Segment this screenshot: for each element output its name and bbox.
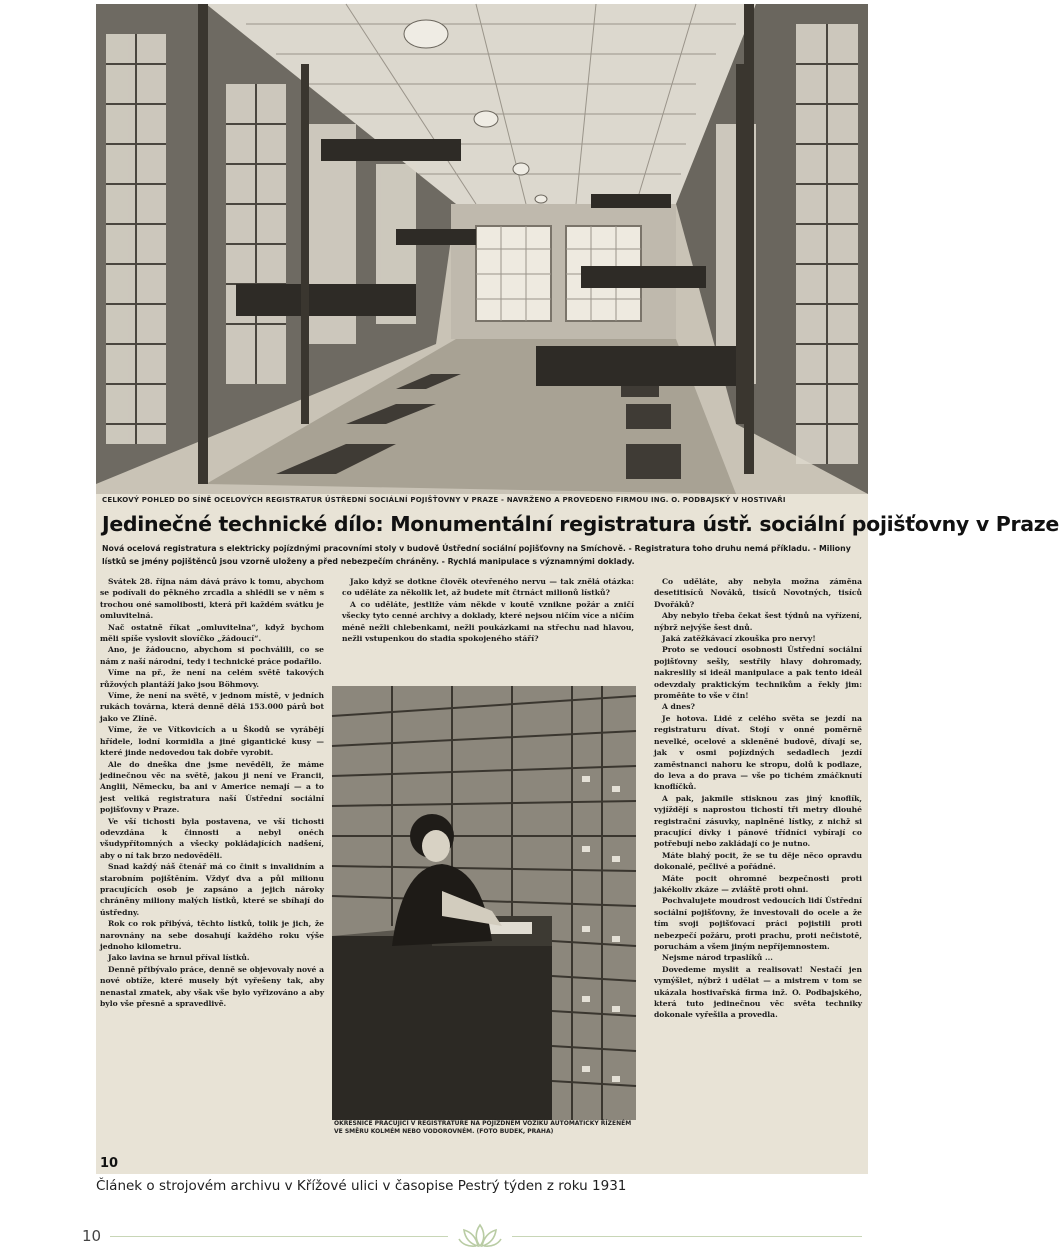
scanned-magazine-page [96, 4, 1059, 1174]
paragraph: A dnes? [662, 702, 695, 712]
paragraph: Ano, je žádoucno, abychom si pochválili, co se nám z naší národní, tedy i technické práce podařilo. [100, 645, 324, 666]
paragraph: Ale do dneška dne jsme nevěděli, že máme jedinečnou věc na světě, jakou ji není ve Francii, Anglii, Německu, ba ani v Americe nemají — a to jest veliká registratura naší Ústřední sociální pojišťovny v Praze. [100, 759, 324, 815]
lotus-icon [458, 1222, 502, 1248]
paragraph: A co uděláte, jestliže vám někde v koutě vznikne požár a zničí všecky tyto cenné archivy a doklady, které nejsou ničím více a ničím méně nežli chlebenkami, nežli poukázkami na střechu nad hlavou, nežli vstupenkou do stadia spokojeného stáří? [342, 599, 634, 644]
registry-hall-photo [96, 4, 868, 494]
clerk-at-cabinets-photo [332, 686, 636, 1120]
article-column-1 [100, 576, 324, 1156]
scan-page-number: 10 [100, 1156, 119, 1171]
article-headline: Jedinečné technické dílo: Monumentální registratura ústř. sociální pojišťovny v Praze [102, 512, 1059, 536]
footer-divider-right [512, 1236, 862, 1237]
paragraph: Nejsme národ trpaslíků ... [662, 953, 773, 963]
paragraph: Co uděláte, aby nebyla možna záměna desetitisíců Nováků, tisíců Novotných, tisíců Dvořáků? [654, 577, 862, 609]
footer-divider-left [110, 1236, 448, 1237]
paragraph: Jaká zatěžkávací zkouška pro nervy! [662, 634, 816, 644]
paragraph: Proto se vedoucí osobnosti Ústřední sociální pojišťovny sešly, sestřily hlavy dohromady, nakreslily si ideál manipulace a pak tento ideál odevzdaly praktickým technikům a řekly jim: proměňte to vše v čin! [654, 645, 862, 701]
paragraph: Rok co rok přibývá, těchto lístků, tolik je jich, že narovnány na sebe dosahují každého roku výše jednoho kilometru. [100, 919, 324, 951]
paragraph: Denně přibývalo práce, denně se objevovaly nové a nové obtíže, které musely být vyřešeny tak, aby nenastal zmatek, aby však vše bylo vyřizováno a aby bylo vše přesně a spravedlivě. [100, 964, 324, 1009]
figure-caption: Článek o strojovém archivu v Křížové ulici v časopise Pestrý týden z roku 1931 [96, 1178, 627, 1194]
paragraph: Nač ostatně říkat „omluvitelna“, když bychom měli spíše vyslovit slovíčko „žádoucí“. [100, 622, 324, 644]
paragraph: Víme, že není na světě, v jednom místě, v jedních rukách továrna, která denně dělá 153.000 párů bot jako ve Zlíně. [100, 691, 324, 723]
paragraph: Víme, že ve Vítkovicích a u Škodů se vyrábějí hřídele, lodní kormidla a jiné gigantické kusy — které jinde nedovedou tak dobře vyrobit. [100, 725, 324, 758]
paragraph: Dovedeme myslit a realisovat! Nestačí jen vymýšlet, nýbrž i udělat — a mistrem v tom se ukázala hostivařská firma inž. O. Podbajského, která tuto jedinečnou věc světa techniky dokonale vyřešila a provedla. [654, 964, 862, 1020]
paragraph: Jako lavina se hrnul příval lístků. [108, 953, 250, 963]
paragraph: Ve vší tichosti byla postavena, ve vší tichosti odevzdána k činnosti a nebyl onéch všudypřítomných a všecky pokládajících nadšení, aby o ní tak brzo nedověděli. [100, 816, 324, 860]
photo-caption-bottom: OKRESNICE PRACUJÍCÍ V REGISTRATUŘE NA POJÍZDNÉM VOZÍKU AUTOMATICKY ŘÍZENÉM VE SMĚRU KOLMÉM NEBO VODOROVNÉM. (FOTO BUDEK, PRAHA) [334, 1120, 632, 1135]
paragraph: Pochvalujete moudrost vedoucích lidí Ústřední sociální pojišťovny, že investovali do ocele a že tím svoji pojišťovací práci pojistili proti nebezpečí požáru, proti prachu, proti nečistotě, poruchám a všem jiným nepříjemnostem. [654, 896, 862, 951]
article-column-2 [342, 576, 634, 684]
article-column-3 [654, 576, 862, 1156]
paragraph: Jako když se dotkne člověk otevřeného nervu — tak znělá otázka: co uděláte za několik let, až budete mít čtrnáct milionů lístků? [342, 577, 634, 598]
footer-page-number: 10 [82, 1227, 102, 1245]
paragraph: Je hotova. Lidé z celého světa se jezdí na registraturu dívat. Stojí v onné poměrně nevelké, ocelové a skleněné budově, dívají se, jak v osmi pojízdných sedadlech jezdí zaměstnanci nahoru ke stropu, dolů k podlaze, do leva a do prava — vše po tichém zmáčknutí knoflíčků. [654, 713, 862, 792]
photo-caption-top: CELKOVÝ POHLED DO SÍNĚ OCELOVÝCH REGISTRATUR ÚSTŘEDNÍ SOCIÁLNÍ POJIŠŤOVNY V PRAZE - NAVRŽENO A PROVEDENO FIRMOU ING. O. PODBAJSKÝ V HOSTIVAŘI [102, 496, 786, 504]
paragraph: Svátek 28. října nám dává právo k tomu, abychom se podívali do pěkného zrcadla a shlédli se v něm s trochou oné samolibosti, která při každém svátku je omluvitelná. [100, 577, 324, 621]
paragraph: Víme na př., že není na celém světě takových růžových plantáží jako jsou Böhmovy. [100, 668, 324, 689]
paragraph: Máte pocit ohromné bezpečnosti proti jakékoliv zkáze — zvláště proti ohni. [654, 873, 862, 894]
paragraph: A pak, jakmile stisknou zas jiný knoflík, vyjíždějí s naprostou tichostí tři metry dlouhé registrační zásuvky, naplněné lístky, z nichž si pracující dívky i pánové třídníci vybírají co potřebují nebo zakládají co je nutno. [654, 793, 862, 849]
paragraph: Snad každý náš čtenář má co činit s invalidním a starobním pojištěním. Vždyť dva a půl milionu pracujících osob je zapsáno a jejich nároky chráněny miliony malých lístků, které se sbíhají do ústředny. [100, 862, 324, 917]
article-subhead: Nová ocelová registratura s elektricky pojízdnými pracovními stoly v budově Ústřední sociální pojišťovny na Smíchově. - Registratura toho druhu nemá příkladu. - Miliony lístků se jmény pojištěnců jsou vzorně uloženy a před nebezpečím chráněny. - Rychlá manipulace s významnými doklady. [102, 544, 851, 566]
paragraph: Máte blahý pocit, že se tu děje něco opravdu dokonalé, pečlivé a pořádné. [654, 850, 862, 872]
paragraph: Aby nebylo třeba čekat šest týdnů na vyřízení, nýbrž nejvýše šest dnů. [654, 611, 862, 632]
